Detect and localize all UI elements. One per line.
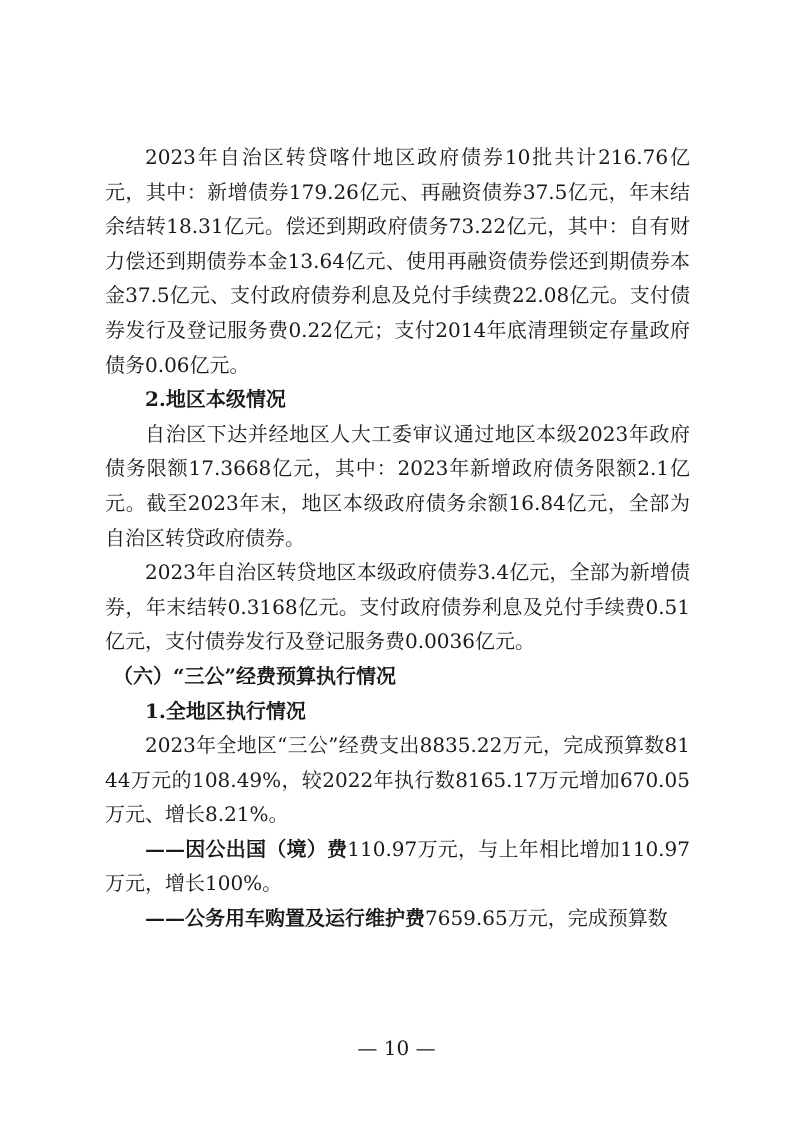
overseas-travel-label: ——因公出国（境）费 [145, 836, 348, 861]
overseas-travel-text: 110.97万元，与上年相比增加110.97万元，增长100%。 [105, 836, 690, 896]
paragraph-local-debt-limit: 自治区下达并经地区人大工委审议通过地区本级2023年政府债务限额17.3668亿元，其中：2023年新增政府债务限额2.1亿元。截至2023年末，地区本级政府债务余额16.84亿元，全部为自治区转贷政府债券。 [105, 421, 690, 550]
paragraph-overseas-travel [105, 832, 690, 901]
page-body [105, 140, 690, 936]
paragraph-local-bond-transfer: 2023年自治区转贷地区本级政府债券3.4亿元，全部为新增债券，年末结转0.3168亿元。支付政府债券利息及兑付手续费0.51亿元，支付债券发行及登记服务费0.0036亿元。 [105, 560, 690, 654]
page-number: — 10 — [357, 1036, 436, 1060]
paragraph-official-vehicles [105, 901, 690, 936]
heading-local-level: 2.地区本级情况 [145, 387, 286, 412]
official-vehicles-text: 7659.65万元，完成预算数 [425, 906, 668, 931]
paragraph-three-public-total: 2023年全地区“三公”经费支出8835.22万元，完成预算数8144万元的108.49%，较2022年执行数8165.17万元增加670.05万元、增长8.21%。 [105, 733, 690, 827]
paragraph-kashgar-bond-transfer: 2023年自治区转贷喀什地区政府债券10批共计216.76亿元，其中：新增债券179.26亿元、再融资债券37.5亿元，年末结余结转18.31亿元。偿还到期政府债务73.22亿元，其中：自有财力偿还到期债券本金13.64亿元、使用再融资债券偿还到期债券本金37.5亿元、支付政府债券利息及兑付手续费22.08亿元。支付债券发行及登记服务费0.22亿元；支付2014年底清理锁定存量政府债务0.06亿元。 [105, 145, 690, 377]
heading-three-public-expenses: （六）“三公”经费预算执行情况 [113, 663, 397, 688]
heading-prefecture-execution: 1.全地区执行情况 [145, 698, 306, 723]
official-vehicles-label: ——公务用车购置及运行维护费 [145, 906, 425, 931]
